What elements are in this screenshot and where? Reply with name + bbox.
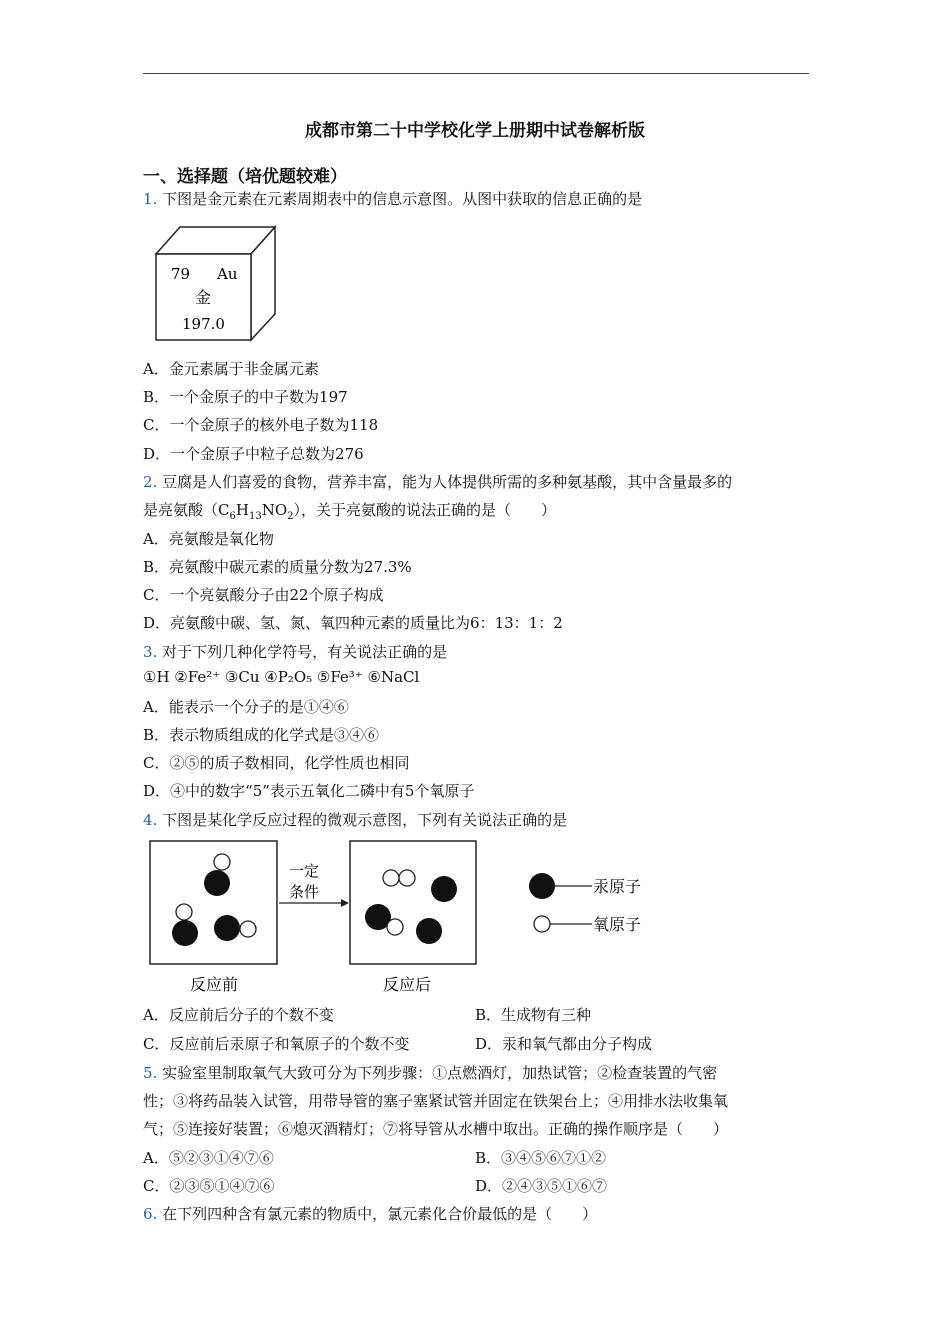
- before-label: 反应前: [190, 975, 239, 994]
- mercury-atom: [431, 876, 457, 902]
- question-5-cont-2: 气；⑤连接好装置；⑥熄灭酒精灯；⑦将导管从水槽中取出。正确的操作顺序是（ ）: [143, 1120, 729, 1138]
- q3-option-c: C．②⑤的质子数相同，化学性质也相同: [143, 754, 410, 772]
- formula-prefix: 是亮氨酸（C: [143, 501, 230, 519]
- q1-option-c: C．一个金原子的核外电子数为118: [143, 416, 379, 434]
- question-text: 在下列四种含有氯元素的物质中，氯元素化合价最低的是（ ）: [162, 1205, 598, 1223]
- question-number: 1.: [143, 190, 158, 208]
- q3-option-b: B．表示物质组成的化学式是③④⑥: [143, 726, 380, 744]
- question-number: 6.: [143, 1205, 158, 1223]
- mercury-atom: [416, 918, 442, 944]
- question-5: [143, 1062, 717, 1083]
- legend-oxygen: 氧原子: [593, 915, 642, 934]
- q1-option-b: B．一个金原子的中子数为197: [143, 388, 348, 406]
- q2-option-b: B．亮氨酸中碳元素的质量分数为27.3%: [143, 558, 412, 576]
- mercury-atom: [214, 915, 240, 941]
- mercury-atom: [172, 920, 198, 946]
- q2-option-d: D．亮氨酸中碳、氢、氮、氧四种元素的质量比为6：13：1：2: [143, 614, 563, 632]
- oxygen-atom: [383, 870, 399, 886]
- question-number: 5.: [143, 1064, 158, 1082]
- q4-option-c: C．反应前后汞原子和氧原子的个数不变: [143, 1035, 410, 1053]
- q5-option-b: B．③④⑤⑥⑦①②: [475, 1149, 607, 1167]
- question-2-cont: [143, 499, 556, 522]
- arrow-label-bottom: 条件: [289, 883, 320, 901]
- mercury-atom: [204, 870, 230, 896]
- formula-no: NO: [261, 501, 288, 519]
- q3-option-d: D．④中的数字“5”表示五氧化二磷中有5个氧原子: [143, 782, 475, 800]
- question-text: 实验室里制取氧气大致可分为下列步骤：①点燃酒灯，加热试管；②检查装置的气密: [162, 1064, 718, 1082]
- question-2: [143, 471, 732, 492]
- oxygen-atom: [240, 921, 256, 937]
- oxygen-atom: [399, 870, 415, 886]
- formula-subscript: 13: [248, 511, 262, 522]
- formula-subscript: 2: [287, 511, 294, 522]
- question-3: [143, 641, 447, 662]
- formula-subscript: 6: [229, 511, 236, 522]
- header-rule: [143, 73, 809, 74]
- element-name: 金: [195, 288, 212, 307]
- mercury-legend-icon: [529, 873, 555, 899]
- section-heading: 一、选择题（培优题较难）: [143, 167, 347, 187]
- question-text: 下图是某化学反应过程的微观示意图，下列有关说法正确的是: [162, 811, 568, 829]
- q5-option-c: C．②③⑤①④⑦⑥: [143, 1177, 275, 1195]
- question-text: 下图是金元素在元素周期表中的信息示意图。从图中获取的信息正确的是: [162, 190, 643, 208]
- q5-option-a: A．⑤②③①④⑦⑥: [143, 1149, 274, 1167]
- q3-option-a: A．能表示一个分子的是①④⑥: [143, 698, 349, 716]
- formula-suffix: ），关于亮氨酸的说法正确的是（ ）: [293, 501, 557, 519]
- question-4: [143, 809, 567, 830]
- q2-option-c: C．一个亮氨酸分子由22个原子构成: [143, 586, 384, 604]
- gold-element-card: [150, 222, 282, 346]
- question-5-cont-1: 性；③将药品装入试管，用带导管的塞子塞紧试管并固定在铁架台上；④用排水法收集氧: [143, 1092, 729, 1110]
- oxygen-atom: [176, 904, 192, 920]
- element-symbol: Au: [217, 265, 238, 283]
- q1-option-d: D．一个金原子中粒子总数为276: [143, 445, 364, 463]
- q4-option-d: D．汞和氧气都由分子构成: [475, 1035, 653, 1053]
- q2-option-a: A．亮氨酸是氧化物: [143, 530, 274, 548]
- question-6: [143, 1203, 597, 1224]
- arrow-label-top: 一定: [289, 862, 320, 880]
- oxygen-legend-icon: [534, 916, 550, 932]
- question-number: 3.: [143, 643, 158, 661]
- legend-mercury: 汞原子: [593, 877, 642, 896]
- q4-option-a: A．反应前后分子的个数不变: [143, 1006, 334, 1024]
- after-label: 反应后: [383, 975, 432, 994]
- q5-option-d: D．②④③⑤①⑥⑦: [475, 1177, 608, 1195]
- q1-option-a: A．金元素属于非金属元素: [143, 360, 319, 378]
- atomic-number: 79: [171, 265, 191, 283]
- reaction-diagram: [140, 836, 660, 1000]
- question-text: 豆腐是人们喜爱的食物，营养丰富，能为人体提供所需的多种氨基酸，其中含量最多的: [162, 473, 733, 491]
- q3-symbols: ①H ②Fe²⁺ ③Cu ④P₂O₅ ⑤Fe³⁺ ⑥NaCl: [143, 668, 420, 686]
- page-title: 成都市第二十中学校化学上册期中试卷解析版: [305, 121, 645, 141]
- question-1: [143, 188, 642, 209]
- formula-h: H: [235, 501, 249, 519]
- question-number: 4.: [143, 811, 158, 829]
- q4-option-b: B．生成物有三种: [475, 1006, 592, 1024]
- question-text: 对于下列几种化学符号，有关说法正确的是: [162, 643, 448, 661]
- oxygen-atom: [387, 919, 403, 935]
- atomic-mass: 197.0: [182, 315, 225, 333]
- question-number: 2.: [143, 473, 158, 491]
- oxygen-atom: [214, 854, 230, 870]
